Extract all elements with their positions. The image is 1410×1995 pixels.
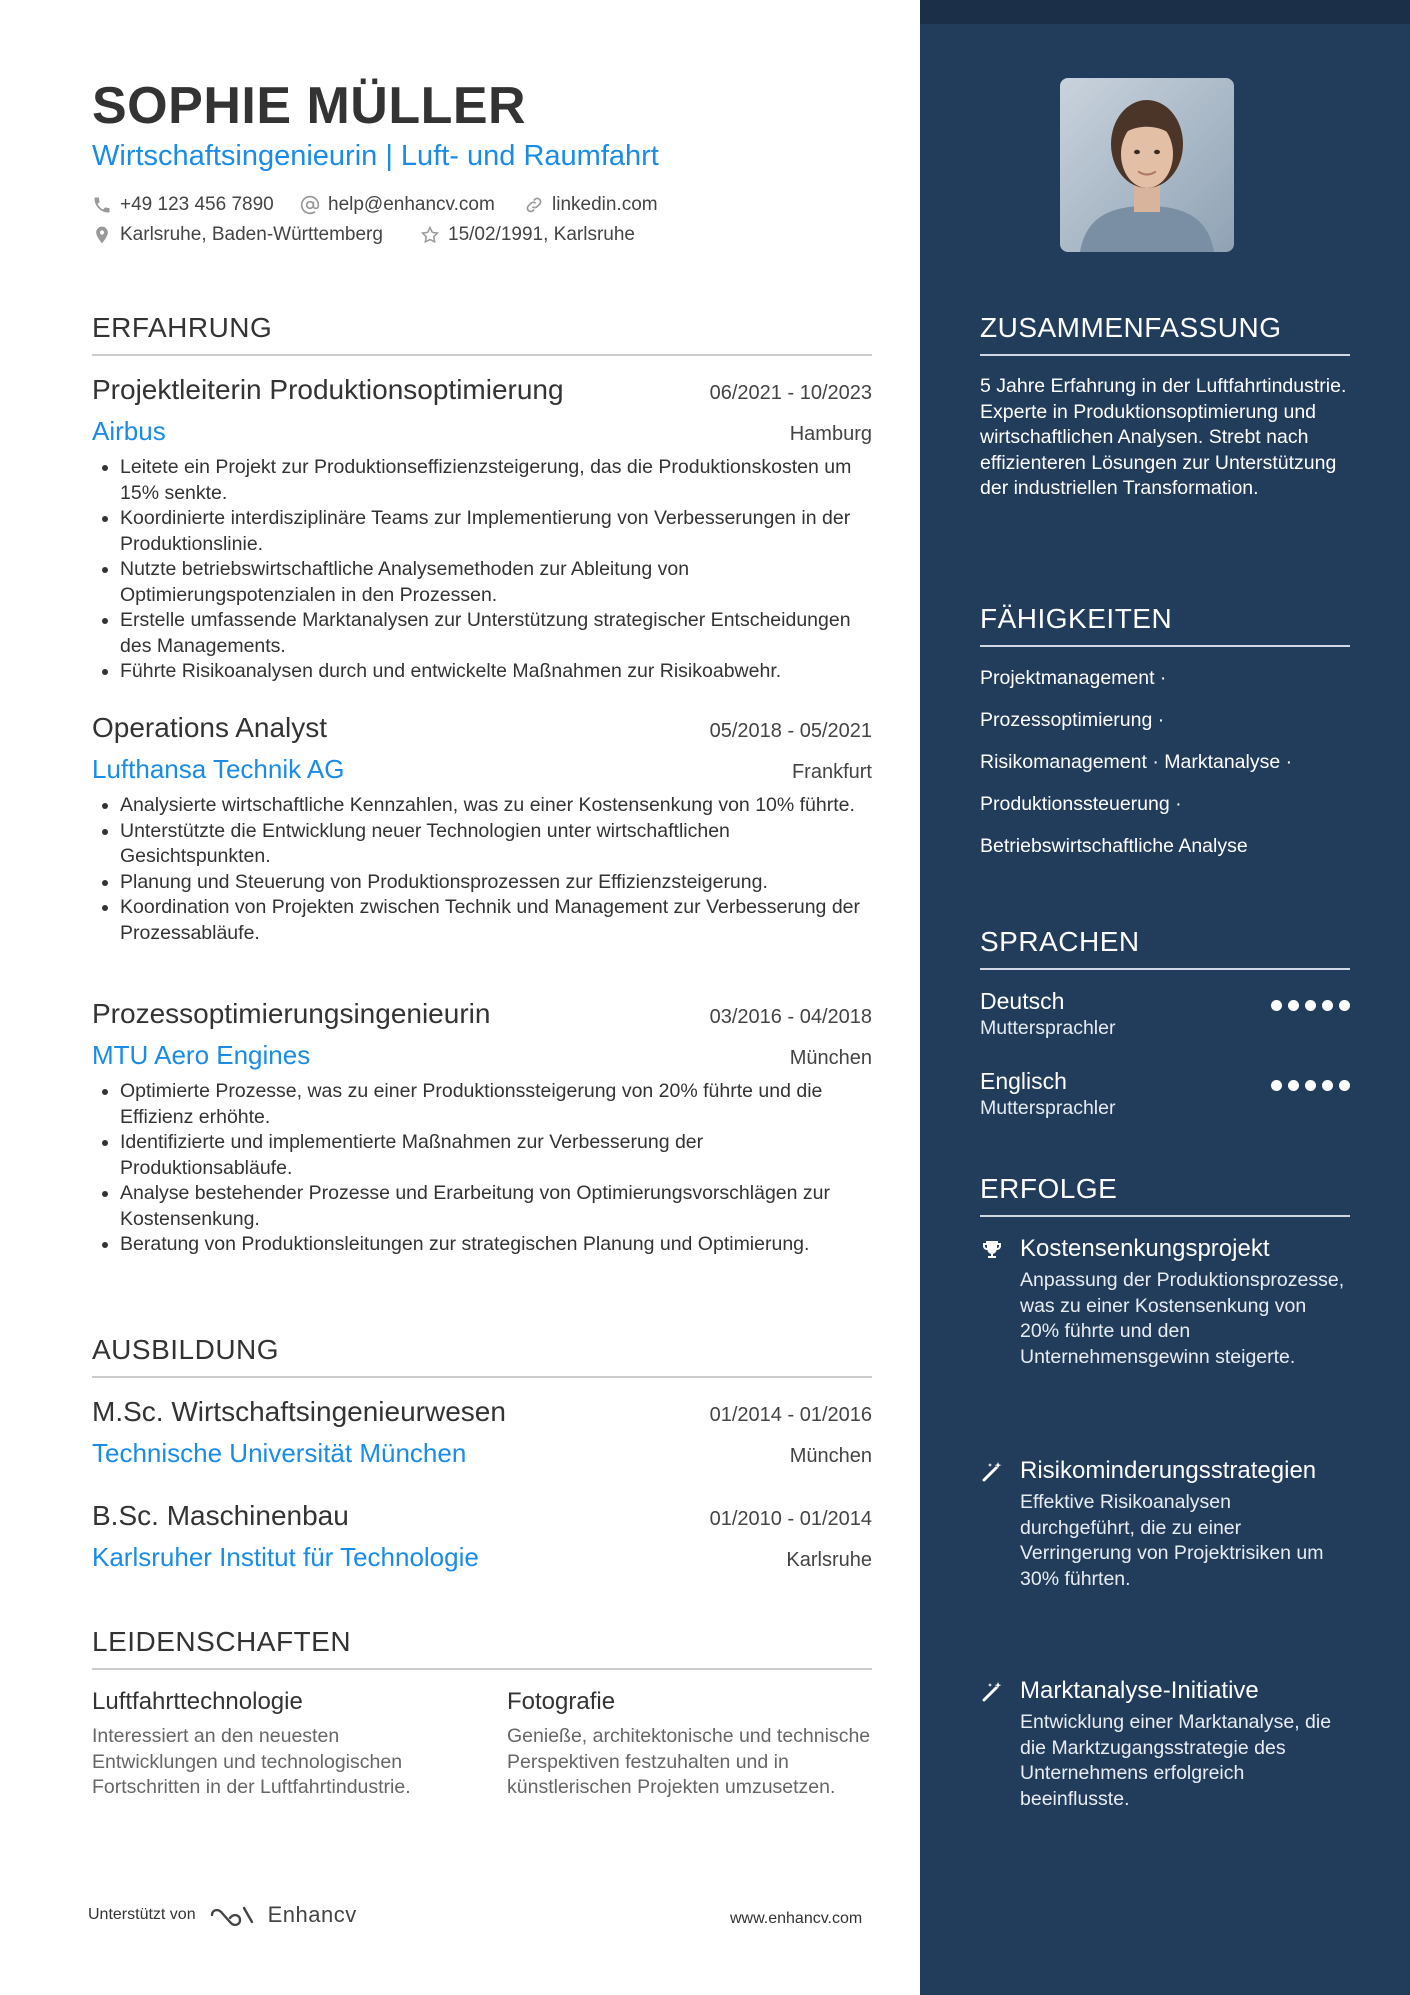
- job-bullet: • Leitete ein Projekt zur Produktionseffizienzsteigerung, das die Produktionskosten um 15% senkte.: [120, 455, 872, 506]
- proficiency-dot: [1322, 1000, 1333, 1011]
- job-role: Operations Analyst: [92, 712, 328, 743]
- job-company[interactable]: Airbus: [92, 416, 166, 446]
- magic-wand-icon: [980, 1460, 1004, 1484]
- job-bullet: • Unterstützte die Entwicklung neuer Technologien unter wirtschaftlichen Gesichtspunkten.: [120, 819, 872, 870]
- skill-item: Produktionssteuerung ·: [980, 793, 1182, 815]
- birth-text: 15/02/1991, Karlsruhe: [448, 224, 635, 245]
- job-bullet: • Analysierte wirtschaftliche Kennzahlen, was zu einer Kostensenkung von 10% führte.: [120, 793, 872, 819]
- candidate-name: SOPHIE MÜLLER: [92, 77, 527, 135]
- passion-desc: Genieße, architektonische und technische Perspektiven festzuhalten und in künstlerischen Projekten umzusetzen.: [507, 1725, 871, 1798]
- job-location: Hamburg: [789, 423, 872, 445]
- job-role: Projektleiterin Produktionsoptimierung: [92, 374, 564, 405]
- achievement-desc: Entwicklung einer Marktanalyse, die die Marktzugangsstrategie des Unternehmens erfolgreich beeinflusste.: [1020, 1711, 1332, 1810]
- achievement-desc: Anpassung der Produktionsprozesse, was zu einer Kostensenkung von 20% führte und den Unternehmensgewinn steigerte.: [1020, 1269, 1345, 1368]
- job-role: Prozessoptimierungsingenieurin: [92, 998, 491, 1029]
- edu-degree: M.Sc. Wirtschaftsingenieurwesen: [92, 1396, 506, 1427]
- proficiency-dot: [1288, 1080, 1299, 1091]
- job-date: 05/2018 - 05/2021: [709, 720, 872, 742]
- summary-heading: ZUSAMMENFASSUNG: [980, 312, 1350, 356]
- passion-title: Fotografie: [507, 1688, 616, 1715]
- edu-date: 01/2014 - 01/2016: [709, 1404, 872, 1426]
- languages-heading: SPRACHEN: [980, 926, 1350, 970]
- job-company[interactable]: Lufthansa Technik AG: [92, 754, 345, 784]
- job-company[interactable]: MTU Aero Engines: [92, 1040, 311, 1070]
- education-entry: [92, 1500, 872, 1573]
- language-proficiency-dots: [1271, 1080, 1350, 1091]
- profile-photo-image: [1060, 78, 1234, 252]
- candidate-title: Wirtschaftsingenieurin | Luft- und Raumfahrt: [92, 140, 659, 172]
- email-text: help@enhancv.com: [328, 194, 495, 215]
- sidebar: [920, 0, 1410, 1995]
- skills-list: [980, 660, 1350, 870]
- job-bullet: • Analyse bestehender Prozesse und Erarbeitung von Optimierungsvorschlägen zur Kostensenkung.: [120, 1181, 872, 1232]
- location-pin-icon: [92, 225, 112, 245]
- star-icon: [420, 225, 440, 245]
- language-level: Muttersprachler: [980, 1017, 1116, 1039]
- job-bullets: [92, 455, 872, 685]
- job-entry: [92, 998, 872, 1258]
- education-entry: [92, 1396, 872, 1469]
- edu-degree: B.Sc. Maschinenbau: [92, 1500, 349, 1531]
- edu-location: Karlsruhe: [786, 1549, 872, 1571]
- experience-heading: ERFAHRUNG: [92, 312, 872, 356]
- achievement-desc: Effektive Risikoanalysen durchgeführt, die zu einer Verringerung von Projektrisiken um 30% führten.: [1020, 1491, 1324, 1590]
- passion-item: [507, 1688, 877, 1801]
- job-bullet: • Führte Risikoanalysen durch und entwickelte Maßnahmen zur Risikoabwehr.: [120, 659, 872, 685]
- passion-desc: Interessiert an den neuesten Entwicklungen und technologischen Fortschritten in der Luftfahrtindustrie.: [92, 1725, 411, 1798]
- education-heading: AUSBILDUNG: [92, 1334, 872, 1378]
- contact-email[interactable]: [300, 194, 495, 216]
- achievement-item: [980, 1676, 1350, 1812]
- language-item: [980, 988, 1350, 1040]
- at-icon: [300, 195, 320, 215]
- achievements-heading: ERFOLGE: [980, 1173, 1350, 1217]
- achievement-item: [980, 1234, 1350, 1370]
- skill-item: Betriebswirtschaftliche Analyse: [980, 835, 1248, 857]
- contact-location: [92, 224, 383, 246]
- passions-heading: LEIDENSCHAFTEN: [92, 1626, 872, 1670]
- summary-text: 5 Jahre Erfahrung in der Luftfahrtindustrie. Experte in Produktionsoptimierung und wirtschaftlichen Analysen. Strebt nach effizienteren Lösungen zur Unterstützung der industriellen Transformation.: [980, 375, 1347, 499]
- job-bullet: • Koordinierte interdisziplinäre Teams zur Implementierung von Verbesserungen in der Produktionslinie.: [120, 506, 872, 557]
- proficiency-dot: [1271, 1080, 1282, 1091]
- powered-by-text: Unterstützt von: [88, 1906, 196, 1923]
- job-bullet: • Identifizierte und implementierte Maßnahmen zur Verbesserung der Produktionsabläufe.: [120, 1130, 872, 1181]
- job-bullet: • Koordination von Projekten zwischen Technik und Management zur Verbesserung der Prozessabläufe.: [120, 895, 872, 946]
- skill-item: Risikomanagement · Marktanalyse ·: [980, 751, 1293, 773]
- passion-item: [92, 1688, 462, 1801]
- edu-location: München: [789, 1445, 872, 1467]
- proficiency-dot: [1305, 1000, 1316, 1011]
- contact-linkedin[interactable]: [524, 194, 658, 216]
- skills-heading: FÄHIGKEITEN: [980, 603, 1350, 647]
- passion-title: Luftfahrttechnologie: [92, 1688, 303, 1715]
- proficiency-dot: [1339, 1080, 1350, 1091]
- achievement-item: [980, 1456, 1350, 1592]
- footer-powered-by: [88, 1902, 357, 1928]
- achievement-title: Marktanalyse-Initiative: [1020, 1677, 1259, 1704]
- language-proficiency-dots: [1271, 1000, 1350, 1011]
- footer-website[interactable]: www.enhancv.com: [730, 1910, 863, 1927]
- proficiency-dot: [1339, 1000, 1350, 1011]
- enhancv-logo-icon: [208, 1903, 256, 1927]
- edu-school[interactable]: Technische Universität München: [92, 1438, 467, 1468]
- language-name: Englisch: [980, 1068, 1067, 1094]
- job-bullet: • Erstelle umfassende Marktanalysen zur Unterstützung strategischer Entscheidungen des Managements.: [120, 608, 872, 659]
- job-bullets: [92, 1079, 872, 1258]
- contact-birth: [420, 224, 635, 246]
- job-entry: [92, 712, 872, 946]
- contact-phone[interactable]: [92, 194, 274, 216]
- magic-wand-icon: [980, 1680, 1004, 1704]
- phone-icon: [92, 195, 112, 215]
- proficiency-dot: [1322, 1080, 1333, 1091]
- job-entry: [92, 374, 872, 685]
- language-level: Muttersprachler: [980, 1097, 1116, 1119]
- brand-name[interactable]: Enhancv: [267, 1902, 357, 1927]
- linkedin-text: linkedin.com: [552, 194, 658, 215]
- language-name: Deutsch: [980, 988, 1065, 1014]
- job-bullets: [92, 793, 872, 946]
- job-bullet: • Optimierte Prozesse, was zu einer Produktionssteigerung von 20% führte und die Effizienz erhöhte.: [120, 1079, 872, 1130]
- trophy-icon: [980, 1238, 1004, 1262]
- language-item: [980, 1068, 1350, 1120]
- link-icon: [524, 195, 544, 215]
- sidebar-top-bar: [920, 0, 1410, 24]
- proficiency-dot: [1271, 1000, 1282, 1011]
- phone-text: +49 123 456 7890: [120, 194, 274, 215]
- achievement-title: Risikominderungsstrategien: [1020, 1457, 1317, 1484]
- profile-photo: [1060, 78, 1234, 252]
- job-location: Frankfurt: [791, 761, 872, 783]
- job-bullet: • Beratung von Produktionsleitungen zur strategischen Planung und Optimierung.: [120, 1232, 872, 1258]
- edu-date: 01/2010 - 01/2014: [709, 1508, 872, 1530]
- job-bullet: • Planung und Steuerung von Produktionsprozessen zur Effizienzsteigerung.: [120, 870, 872, 896]
- skill-item: Projektmanagement ·: [980, 667, 1167, 689]
- edu-school[interactable]: Karlsruher Institut für Technologie: [92, 1542, 479, 1572]
- job-location: München: [789, 1047, 872, 1069]
- job-bullet: • Nutzte betriebswirtschaftliche Analysemethoden zur Ableitung von Optimierungspotenzialen in den Prozessen.: [120, 557, 872, 608]
- skill-item: Prozessoptimierung ·: [980, 709, 1165, 731]
- achievement-title: Kostensenkungsprojekt: [1020, 1235, 1270, 1262]
- job-date: 06/2021 - 10/2023: [709, 382, 872, 404]
- proficiency-dot: [1305, 1080, 1316, 1091]
- location-text: Karlsruhe, Baden-Württemberg: [120, 224, 383, 245]
- job-date: 03/2016 - 04/2018: [709, 1006, 872, 1028]
- proficiency-dot: [1288, 1000, 1299, 1011]
